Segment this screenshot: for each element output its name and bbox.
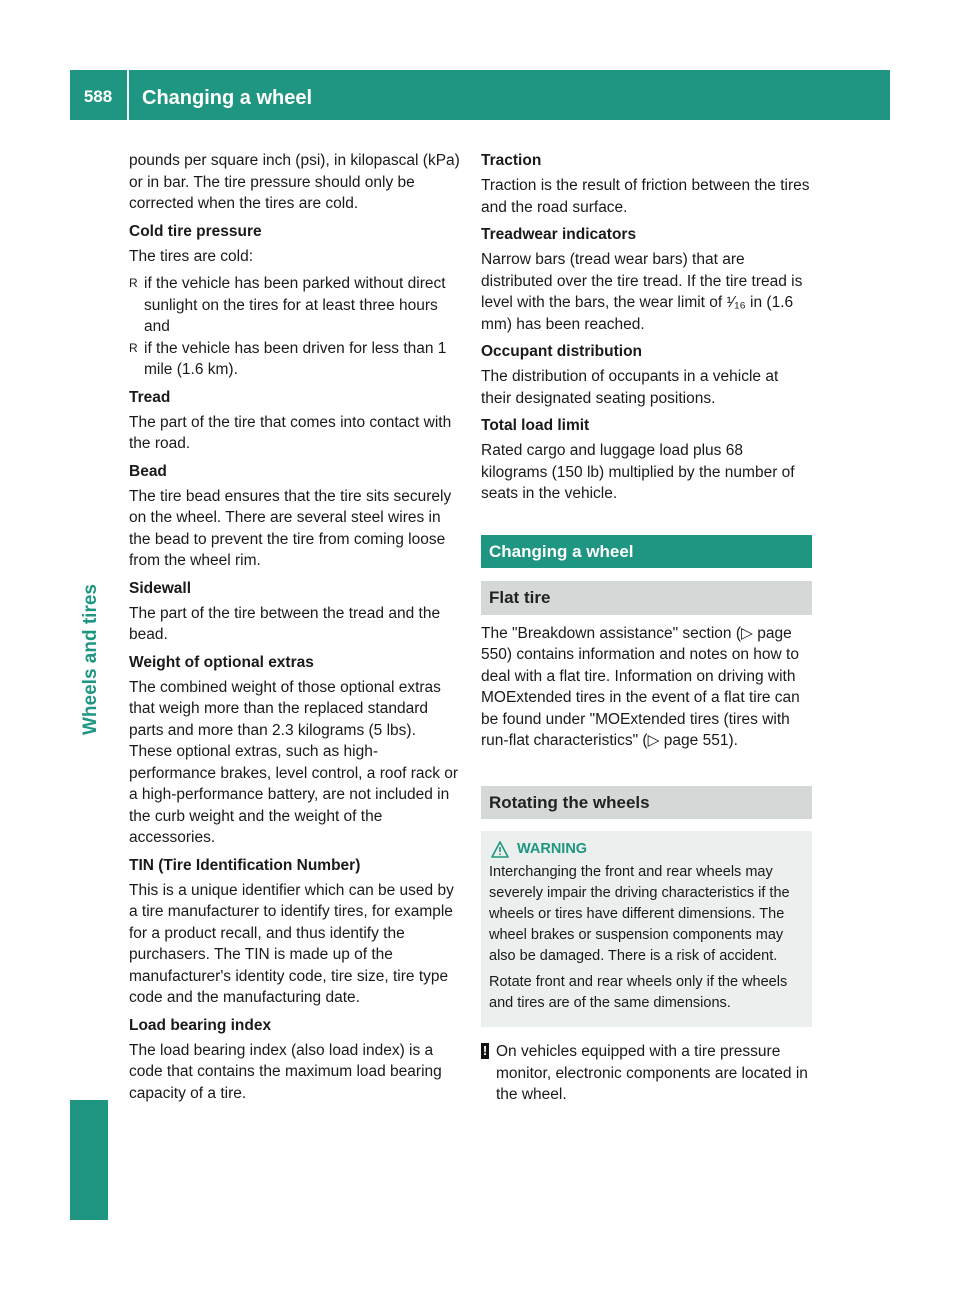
bead-text: The tire bead ensures that the tire sits securely on the wheel. There are several steel wires in the bead to prevent the tire from coming loose from the wheel rim.	[129, 487, 452, 569]
bullet-icon: R	[129, 276, 138, 290]
sidewall-heading: Sidewall	[129, 579, 192, 597]
page-number: 588	[83, 87, 113, 106]
total-load-text: Rated cargo and luggage load plus 68 kilograms (150 lb) multiplied by the number of seats in the vehicle.	[481, 442, 795, 502]
exclamation-icon: !	[482, 1043, 488, 1058]
flat-tire-text: The "Breakdown assistance" section (▷ page 550) contains information and notes on how to deal with a flat tire. Information on driving with MOExtended tires in the event of a flat tire can be found under "MOExtended tires (tires with run-flat characteristics" (▷ page 551).	[481, 624, 800, 749]
page-title: Changing a wheel	[142, 87, 313, 109]
rotating-wheels-heading: Rotating the wheels	[481, 786, 812, 820]
cold-tire-pressure-text: The tires are cold:	[129, 247, 254, 265]
warning-text: Interchanging the front and rear wheels may severely impair the driving characteristics if the wheels or tires have different dimensions. The wheel brakes or suspension components may also be damaged. There is a risk of accident.	[489, 864, 790, 964]
warning-triangle-icon	[491, 841, 509, 858]
warning-label: WARNING	[517, 841, 588, 857]
side-tab-marker	[70, 1100, 108, 1220]
tin-text: This is a unique identifier which can be used by a tire manufacturer to identify tires, for example for a product recall, and thus identify the purchasers. The TIN is made up of the manufacturer's identity code, tire size, tire type code and the manufacturing date.	[129, 881, 454, 1006]
header-divider	[127, 70, 129, 120]
traction-heading: Traction	[481, 152, 542, 169]
bullet-icon: R	[129, 340, 138, 355]
load-bearing-index-heading: Load bearing index	[129, 1016, 272, 1034]
cold-tire-pressure-list	[129, 273, 461, 381]
list-item	[129, 273, 461, 338]
warning-header	[489, 839, 804, 860]
total-load-heading: Total load limit	[481, 417, 590, 434]
tread-heading: Tread	[129, 388, 171, 406]
cold-tire-pressure-heading: Cold tire pressure	[129, 222, 262, 240]
warning-instruction: Rotate front and rear wheels only if the wheels and tires are of the same dimensions.	[489, 974, 788, 1011]
occupant-heading: Occupant distribution	[481, 343, 643, 360]
weight-optional-extras-heading: Weight of optional extras	[129, 653, 314, 671]
right-column	[481, 150, 812, 1106]
note-text: On vehicles equipped with a tire pressure monitor, electronic components are located in the wheel.	[496, 1043, 808, 1103]
traction-text: Traction is the result of friction between the tires and the road surface.	[481, 177, 810, 216]
load-bearing-index-text: The load bearing index (also load index) is a code that contains the maximum load bearing capacity of a tire.	[129, 1041, 442, 1102]
occupant-text: The distribution of occupants in a vehicle at their designated seating positions.	[481, 368, 779, 407]
tread-text: The part of the tire that comes into contact with the road.	[129, 413, 452, 452]
weight-optional-extras-text: The combined weight of those optional extras that weigh more than the replaced standard parts and more than 2.3 kilograms (5 lbs). These optional extras, such as high-performance brakes, level control, a roof rack or a high-performance battery, are not included in the curb weight and the weight of the accessories.	[129, 678, 459, 846]
left-column	[129, 150, 461, 1110]
flat-tire-heading: Flat tire	[481, 581, 812, 615]
treadwear-heading: Treadwear indicators	[481, 226, 637, 243]
list-item	[129, 338, 461, 381]
bead-heading: Bead	[129, 462, 167, 480]
note	[481, 1041, 812, 1106]
list-item-text: if the vehicle has been driven for less than 1 mile (1.6 km).	[144, 339, 447, 378]
intro-paragraph: pounds per square inch (psi), in kilopascal (kPa) or in bar. The tire pressure should only be corrected when the tires are cold.	[129, 152, 460, 212]
tin-heading: TIN (Tire Identification Number)	[129, 856, 361, 874]
treadwear-text: Narrow bars (tread wear bars) that are distributed over the tire tread. If the tire tread is level with the bars, the wear limit of ¹⁄₁₆ in (1.6 mm) has been reached.	[481, 251, 803, 333]
section-title: Changing a wheel	[481, 535, 812, 569]
warning-box	[481, 831, 812, 1027]
side-tab-label: Wheels and tires	[80, 584, 101, 735]
list-item-text: if the vehicle has been parked without direct sunlight on the tires for at least three hours and	[144, 275, 446, 335]
sidewall-text: The part of the tire between the tread and the bead.	[129, 604, 441, 643]
